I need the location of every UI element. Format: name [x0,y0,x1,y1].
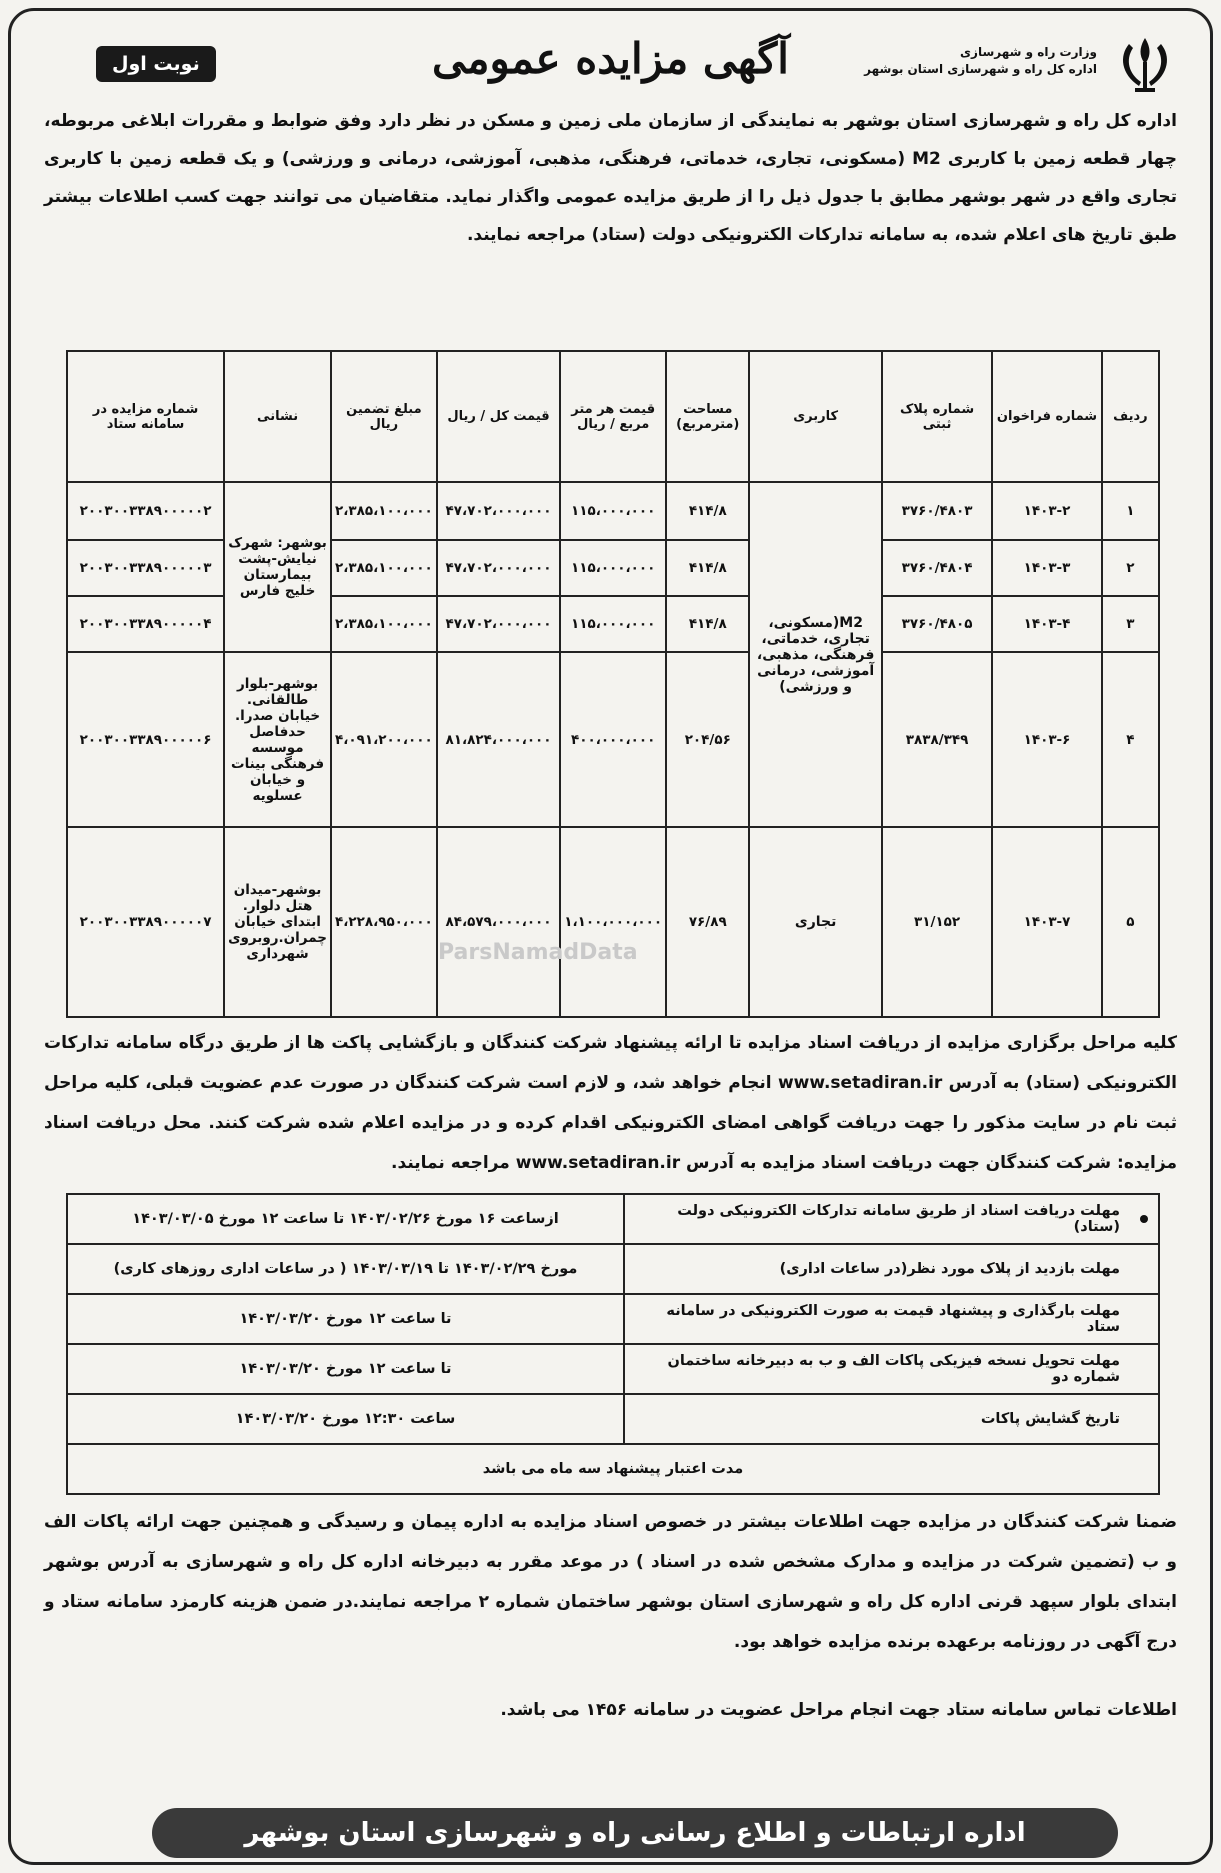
cell-plate: ۳۱/۱۵۲ [882,827,992,1017]
cell-plate: ۳۸۳۸/۳۴۹ [882,652,992,827]
schedule-value: مورخ ۱۴۰۳/۰۲/۲۹ تا ۱۴۰۳/۰۳/۱۹ ( در ساعات اداری روزهای کاری) [67,1244,624,1294]
cell-deposit: ۲،۳۸۵،۱۰۰،۰۰۰ [331,596,437,652]
schedule-note-row [67,1444,1159,1494]
contact-line: اطلاعات تماس سامانه ستاد جهت انجام مراحل عضویت در سامانه ۱۴۵۶ می باشد. [500,1700,1177,1720]
bullet-icon [1140,1215,1148,1223]
watermark: ParsNamadData [438,940,638,965]
cell-call: ۱۴۰۳-۶ [992,652,1102,827]
cell-auction-no: ۲۰۰۳۰۰۳۳۸۹۰۰۰۰۰۶ [67,652,224,827]
col-call: شماره فراخوان [992,351,1102,482]
cell-deposit: ۲،۳۸۵،۱۰۰،۰۰۰ [331,540,437,596]
schedule-label-text: مهلت دریافت اسناد از طریق سامانه تدارکات الکترونیکی دولت (ستاد) [677,1203,1120,1235]
footer-banner: اداره ارتباطات و اطلاع رسانی راه و شهرسازی استان بوشهر [152,1808,1118,1858]
cell-total-price: ۸۴،۵۷۹،۰۰۰،۰۰۰ [437,827,561,1017]
schedule-value: ازساعت ۱۶ مورخ ۱۴۰۳/۰۲/۲۶ تا ساعت ۱۲ مورخ ۱۴۰۳/۰۳/۰۵ [67,1194,624,1244]
cell-area: ۷۶/۸۹ [666,827,749,1017]
schedule-value: تا ساعت ۱۲ مورخ ۱۴۰۳/۰۳/۲۰ [67,1294,624,1344]
cell-unit-price: ۴۰۰،۰۰۰،۰۰۰ [560,652,666,827]
schedule-value: تا ساعت ۱۲ مورخ ۱۴۰۳/۰۳/۲۰ [67,1344,624,1394]
schedule-note: مدت اعتبار پیشنهاد سه ماه می باشد [67,1444,1159,1494]
cell-address-4: بوشهر-بلوار طالقانی. خیابان صدرا. حدفاصل موسسه فرهنگی بینات و خیابان عسلویه [224,652,331,827]
table-row [67,652,1159,827]
ministry-line-2: اداره کل راه و شهرسازی استان بوشهر [864,62,1097,76]
schedule-row [67,1394,1159,1444]
table-row [67,482,1159,540]
cell-unit-price: ۱،۱۰۰،۰۰۰،۰۰۰ [560,827,666,1017]
schedule-row [67,1344,1159,1394]
cell-address-5: بوشهر-میدان هتل دلوار. ابتدای خیابان چمران.روبروی شهرداری [224,827,331,1017]
ministry-line-1: وزارت راه و شهرسازی [960,45,1097,59]
schedule-label: مهلت بازدید از پلاک مورد نظر(در ساعات اداری) [624,1244,1159,1294]
procedure-paragraph: کلیه مراحل برگزاری مزایده از دریافت اسناد مزایده تا ارائه پیشنهاد شرکت کنندگان و بازگشایی پاکت ها از طریق درگاه سامانه تدارکات الکترونیکی (ستاد) به آدرس www.setadiran.ir انجام خواهد شد، و لازم است شرکت کنندگان در صورت عدم عضویت قبلی، کلیه مراحل ثبت نام در سایت مذکور را جهت دریافت گواهی امضای الکترونیکی اقدام کرده و در مزایده اعلام شده شرکت کنند. محل دریافت اسناد مزایده: شرکت کنندگان جهت دریافت اسناد مزایده به آدرس www.setadiran.ir مراجعه نمایند. [44,1033,1177,1173]
cell-area: ۴۱۴/۸ [666,482,749,540]
col-auction-no: شماره مزایده در سامانه ستاد [67,351,224,482]
schedule-row [67,1194,1159,1244]
col-deposit: مبلغ تضمین ریال [331,351,437,482]
schedule-label: مهلت بارگذاری و پیشنهاد قیمت به صورت الکترونیکی در سامانه ستاد [624,1294,1159,1344]
cell-auction-no: ۲۰۰۳۰۰۳۳۸۹۰۰۰۰۰۷ [67,827,224,1017]
cell-deposit: ۴،۰۹۱،۲۰۰،۰۰۰ [331,652,437,827]
cell-row: ۳ [1102,596,1159,652]
cell-deposit: ۲،۳۸۵،۱۰۰،۰۰۰ [331,482,437,540]
col-usage: کاربری [749,351,881,482]
cell-row: ۲ [1102,540,1159,596]
schedule-label: تاریخ گشایش پاکات [624,1394,1159,1444]
schedule-row [67,1294,1159,1344]
schedule-value: ساعت ۱۲:۳۰ مورخ ۱۴۰۳/۰۳/۲۰ [67,1394,624,1444]
cell-plate: ۳۷۶۰/۴۸۰۳ [882,482,992,540]
schedule-table [66,1193,1160,1495]
schedule-label [624,1194,1159,1244]
cell-total-price: ۴۷،۷۰۲،۰۰۰،۰۰۰ [437,596,561,652]
cell-total-price: ۴۷،۷۰۲،۰۰۰،۰۰۰ [437,540,561,596]
col-area: مساحت (مترمربع) [666,351,749,482]
intro-paragraph: اداره کل راه و شهرسازی استان بوشهر به نمایندگی از سازمان ملی زمین و مسکن در نظر دارد وفق ضوابط و مقررات ابلاغی مربوطه، چهار قطعه زمین با کاربری M2 (مسکونی، تجاری، خدماتی، فرهنگی، مذهبی، آموزشی، درمانی و ورزشی) و یک قطعه زمین با کاربری تجاری واقع در شهر بوشهر مطابق با جدول ذیل را از طریق مزایده عمومی واگذار نماید. متقاضیان می توانند جهت کسب اطلاعات بیشتر طبق تاریخ های اعلام شده، به سامانه تدارکات الکترونیکی دولت (ستاد) مراجعه نمایند. [44,111,1177,245]
cell-auction-no: ۲۰۰۳۰۰۳۳۸۹۰۰۰۰۰۳ [67,540,224,596]
cell-plate: ۳۷۶۰/۴۸۰۵ [882,596,992,652]
schedule-label: مهلت تحویل نسخه فیزیکی پاکات الف و ب به دبیرخانه ساختمان شماره دو [624,1344,1159,1394]
cell-call: ۱۴۰۳-۲ [992,482,1102,540]
cell-usage-m2: M2(مسکونی، تجاری، خدماتی، فرهنگی، مذهبی، آموزشی، درمانی و ورزشی) [749,482,881,827]
ad-header [40,28,1181,102]
cell-total-price: ۸۱،۸۲۴،۰۰۰،۰۰۰ [437,652,561,827]
table-row [67,827,1159,1017]
cell-auction-no: ۲۰۰۳۰۰۳۳۸۹۰۰۰۰۰۲ [67,482,224,540]
cell-auction-no: ۲۰۰۳۰۰۳۳۸۹۰۰۰۰۰۴ [67,596,224,652]
auction-table [66,350,1160,1018]
ad-title: آگهی مزایده عمومی [432,34,789,83]
schedule-row [67,1244,1159,1294]
cell-address-1: بوشهر: شهرک نیایش-پشت بیمارستان خلیج فارس [224,482,331,652]
cell-plate: ۳۷۶۰/۴۸۰۴ [882,540,992,596]
cell-row: ۴ [1102,652,1159,827]
cell-call: ۱۴۰۳-۴ [992,596,1102,652]
edition-badge: نوبت اول [96,46,216,82]
cell-area: ۴۱۴/۸ [666,540,749,596]
cell-unit-price: ۱۱۵،۰۰۰،۰۰۰ [560,482,666,540]
cell-area: ۲۰۴/۵۶ [666,652,749,827]
cell-usage-commercial: تجاری [749,827,881,1017]
cell-unit-price: ۱۱۵،۰۰۰،۰۰۰ [560,540,666,596]
cell-area: ۴۱۴/۸ [666,596,749,652]
col-unit-price: قیمت هر متر مربع / ریال [560,351,666,482]
col-row: ردیف [1102,351,1159,482]
col-total-price: قیمت کل / ریال [437,351,561,482]
cell-row: ۱ [1102,482,1159,540]
cell-deposit: ۴،۲۲۸،۹۵۰،۰۰۰ [331,827,437,1017]
col-address: نشانی [224,351,331,482]
cell-row: ۵ [1102,827,1159,1017]
final-paragraph: ضمنا شرکت کنندگان در مزایده جهت اطلاعات بیشتر در خصوص اسناد مزایده به اداره پیمان و رسیدگی و همچنین جهت ارائه پاکات الف و ب (تضمین شرکت در مزایده و مدارک مشخص شده در اسناد ) در موعد مقرر به دبیرخانه اداره کل راه و شهرسازی به آدرس بوشهر ابتدای بلوار سپهد قرنی اداره کل راه و شهرسازی استان بوشهر ساختمان شماره ۲ مراجعه نمایند.در ضمن هزینه کارمزد سامانه ستاد و درج آگهی در روزنامه برعهده برنده مزایده خواهد بود. [44,1512,1177,1652]
table-header-row [67,351,1159,482]
cell-unit-price: ۱۱۵،۰۰۰،۰۰۰ [560,596,666,652]
cell-total-price: ۴۷،۷۰۲،۰۰۰،۰۰۰ [437,482,561,540]
col-plate: شماره پلاک ثبتی [882,351,992,482]
cell-call: ۱۴۰۳-۷ [992,827,1102,1017]
cell-call: ۱۴۰۳-۳ [992,540,1102,596]
